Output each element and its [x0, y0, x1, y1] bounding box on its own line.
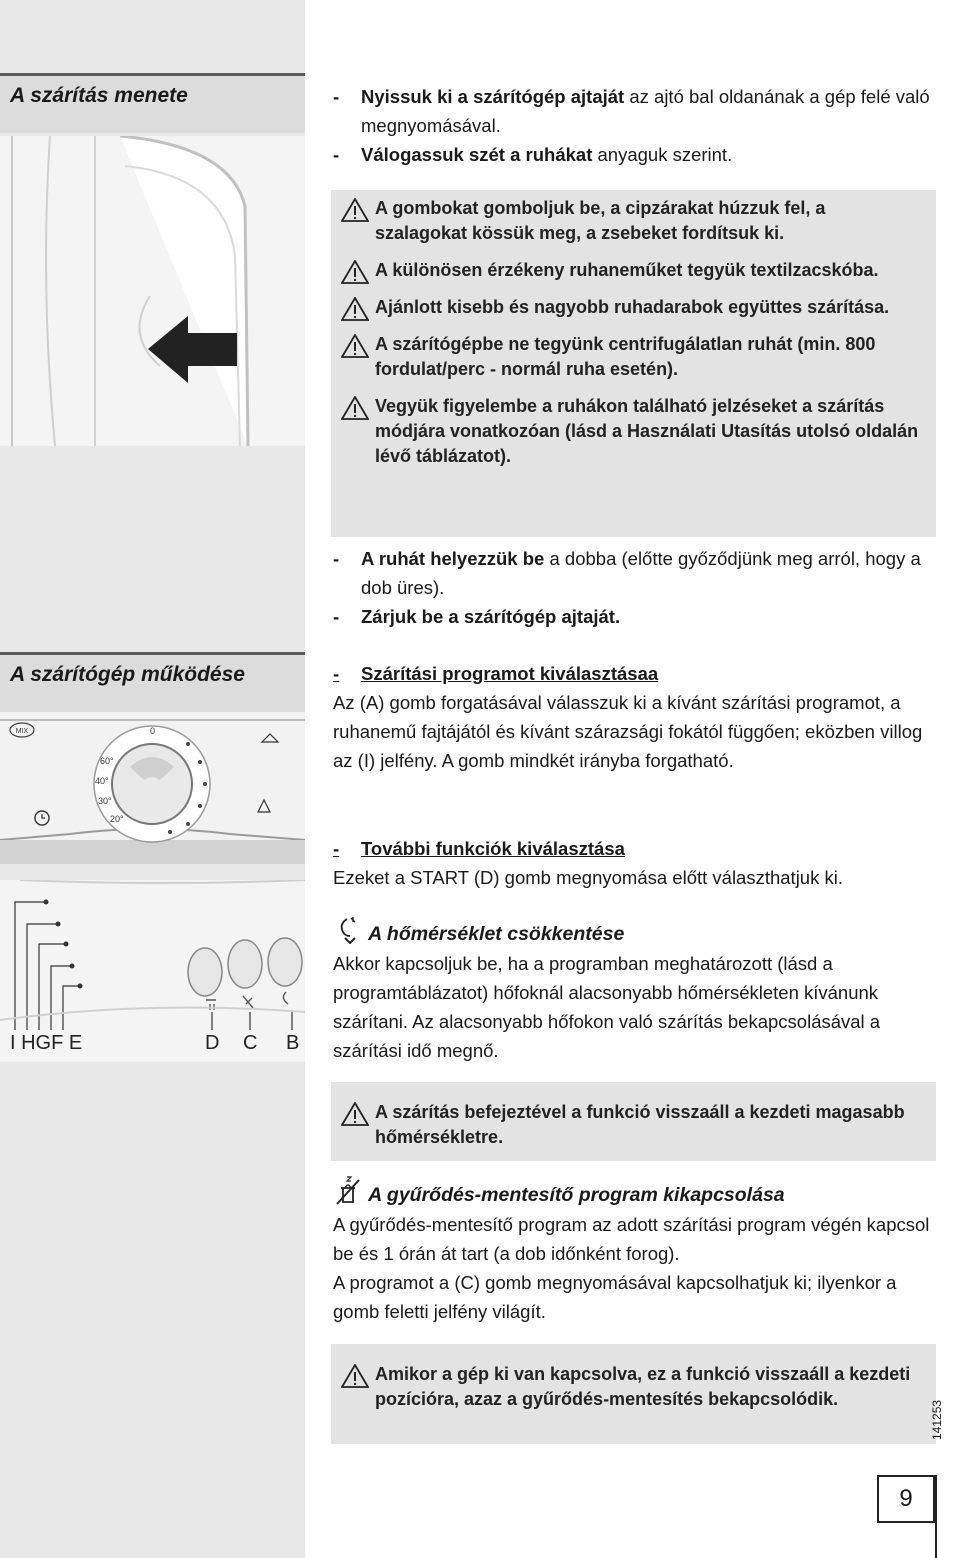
warning-icon	[341, 198, 369, 222]
svg-text:20°: 20°	[110, 814, 124, 824]
functions-selection: - További funkciók kiválasztása Ezeket a START (D) gomb megnyomása előtt választhatjuk ki.	[333, 834, 933, 892]
step-sort-clothes: - Válogassuk szét a ruhákat anyaguk szerint.	[333, 144, 733, 165]
warning-item: A különösen érzékeny ruhaneműket tegyük textilzacskóba.	[339, 258, 922, 283]
temperature-title: A hőmérséklet csökkentése	[368, 923, 625, 945]
warning-icon	[341, 1364, 369, 1388]
section-title-operation: A szárítógép működése	[0, 652, 305, 712]
program-text: Az (A) gomb forgatásával válasszuk ki a kívánt szárítási programot, a ruhanemű fajtájától és kívánt szárazsági fokától függően; eközben villog az (I) jelfény. A gomb mindkét irányba forgatható.	[333, 692, 923, 771]
anti-crease-text-2: A programot a (C) gomb megnyomásával kapcsolhatjuk ki; ilyenkor a gomb feletti jelfény világít.	[333, 1272, 897, 1322]
page-number-line	[935, 1475, 937, 1558]
warning-icon	[341, 297, 369, 321]
warning-icon	[341, 260, 369, 284]
temperature-text: Akkor kapcsoljuk be, ha a programban meghatározott (lásd a programtáblázatot) hőfoknál alacsonyabb hőmérsékleten kívánunk szárítani. Az alacsonyabb hőfokon való szárítás bekapcsolásával a szárítási idő megnő.	[333, 953, 881, 1061]
warning-box-prep	[331, 190, 936, 537]
warning-box-temperature	[331, 1082, 936, 1161]
panel-label-left: I HGF E	[10, 1032, 83, 1054]
svg-text:40°: 40°	[95, 776, 109, 786]
section-title-drying: A szárítás menete	[0, 73, 305, 133]
drying-steps-bottom	[333, 544, 933, 631]
panel-label-d: D	[205, 1032, 220, 1054]
svg-text:0: 0	[150, 726, 156, 736]
step-open-door: - Nyissuk ki a szárítógép ajtaját az ajtó bal oldanának a gép felé való megnyomásával.	[333, 86, 930, 136]
control-dial-illustration	[0, 712, 305, 864]
panel-label-c: C	[243, 1032, 258, 1054]
warning-icon	[341, 1102, 369, 1126]
panel-label-b: B	[286, 1032, 300, 1054]
warning-item: A szárítás befejeztével a funkció visszaáll a kezdeti magasabb hőmérsékletre.	[339, 1100, 922, 1150]
warning-icon	[341, 334, 369, 358]
functions-text: Ezeket a START (D) gomb megnyomása előtt választhatjuk ki.	[333, 867, 843, 888]
warning-item: Vegyük figyelembe a ruhákon található jelzéseket a szárítás módjára vonatkozóan (lásd a Használati Utasítás utolsó oldalán lévő táblázatot).	[339, 394, 922, 469]
anti-crease-title: A gyűrődés-mentesítő program kikapcsolása	[368, 1184, 785, 1206]
anti-crease-text-1: A gyűrődés-mentesítő program az adott szárítási program végén kapcsol be és 1 órán át tart (a dob időnként forog).	[333, 1214, 930, 1264]
functions-title: További funkciók kiválasztása	[361, 838, 625, 859]
low-temperature-icon	[333, 916, 363, 944]
anti-crease-program	[333, 1176, 933, 1326]
page-number: 9	[877, 1475, 935, 1523]
step-load-clothes: - A ruhát helyezzük be a dobba (előtte győződjünk meg arról, hogy a dob üres).	[333, 548, 921, 598]
warning-icon	[341, 396, 369, 420]
warning-item: Amikor a gép ki van kapcsolva, ez a funkció visszaáll a kezdeti pozícióra, azaz a gyűrődés-mentesítés bekapcsolódik.	[339, 1362, 922, 1412]
anti-crease-off-icon	[333, 1176, 363, 1206]
svg-text:60°: 60°	[100, 756, 114, 766]
svg-text:MIX: MIX	[15, 728, 29, 735]
svg-text:30°: 30°	[98, 796, 112, 806]
door-illustration	[0, 136, 305, 446]
document-code: 141253	[930, 1399, 944, 1440]
warning-box-anti-crease	[331, 1344, 936, 1444]
warning-item: Ajánlott kisebb és nagyobb ruhadarabok együttes szárítása.	[339, 295, 922, 320]
program-title: Szárítási programot kiválasztásaa	[361, 663, 659, 684]
drying-steps-top	[333, 82, 933, 169]
warning-item: A gombokat gomboljuk be, a cipzárakat húzzuk fel, a szalagokat kössük meg, a zsebeket fordítsuk ki.	[339, 196, 922, 246]
step-close-door: - Zárjuk be a szárítógép ajtaját.	[333, 606, 621, 627]
temperature-reduction	[333, 916, 933, 1065]
program-selection: - Szárítási programot kiválasztásaa Az (A) gomb forgatásával válasszuk ki a kívánt szárítási programot, a ruhanemű fajtájától és kívánt szárazsági fokától függően; eközben villog az (I) jelfény. A gomb mindkét irányba forgatható.	[333, 659, 933, 775]
warning-item: A szárítógépbe ne tegyünk centrifugálatlan ruhát (min. 800 fordulat/perc - normál ruha esetén).	[339, 332, 922, 382]
